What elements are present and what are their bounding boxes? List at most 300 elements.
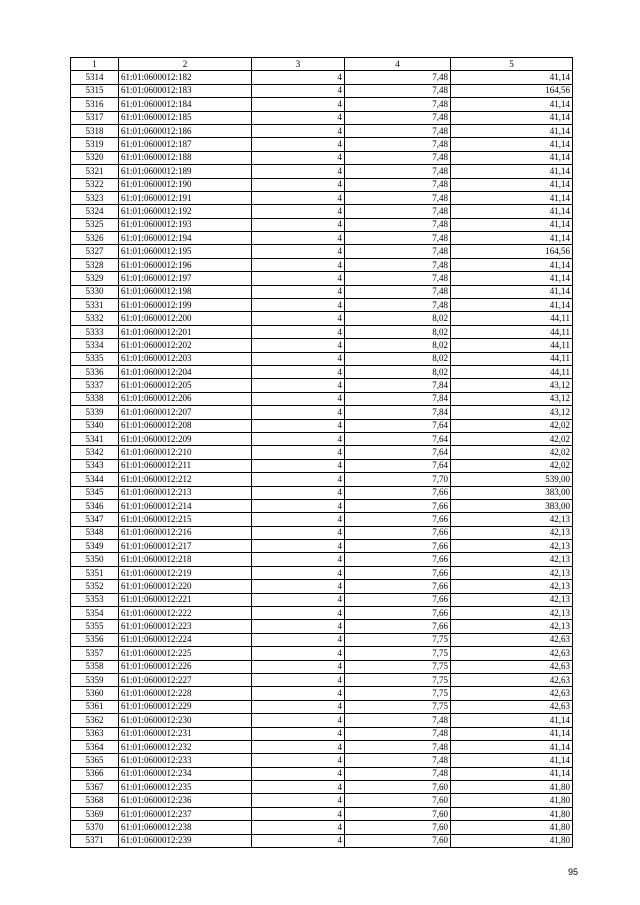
table-body [71,71,573,848]
table-cell-col-5: 43,12 [451,392,573,405]
table-row [71,714,573,727]
table-cell-col-3: 4 [252,821,345,834]
table-cell-col-1: 5367 [71,781,119,794]
table-cell-col-5: 43,12 [451,406,573,419]
table-row [71,312,573,325]
header-row [71,58,573,71]
table-cell-col-4: 7,66 [345,607,451,620]
table-row [71,446,573,459]
table-cell-col-5: 42,63 [451,660,573,673]
table-cell-col-2: 61:01:0600012:238 [119,821,252,834]
table-cell-col-1: 5322 [71,178,119,191]
table-cell-col-5: 43,12 [451,379,573,392]
table-cell-col-1: 5349 [71,540,119,553]
table-row [71,687,573,700]
table-cell-col-3: 4 [252,71,345,84]
table-cell-col-2: 61:01:0600012:196 [119,258,252,271]
table-cell-col-5: 41,14 [451,124,573,137]
table-cell-col-5: 42,13 [451,553,573,566]
table-cell-col-5: 41,14 [451,727,573,740]
table-cell-col-3: 4 [252,339,345,352]
table-cell-col-4: 8,02 [345,365,451,378]
table-cell-col-2: 61:01:0600012:194 [119,232,252,245]
table-cell-col-3: 4 [252,486,345,499]
table-cell-col-1: 5352 [71,580,119,593]
table-cell-col-4: 7,66 [345,580,451,593]
table-cell-col-3: 4 [252,499,345,512]
column-header-5: 5 [451,58,573,71]
table-cell-col-3: 4 [252,593,345,606]
table-cell-col-3: 4 [252,205,345,218]
table-row [71,767,573,780]
table-cell-col-4: 7,84 [345,379,451,392]
table-cell-col-4: 7,48 [345,245,451,258]
table-cell-col-4: 7,64 [345,459,451,472]
table-cell-col-2: 61:01:0600012:185 [119,111,252,124]
column-header-3: 3 [252,58,345,71]
table-cell-col-5: 42,63 [451,687,573,700]
table-cell-col-2: 61:01:0600012:187 [119,138,252,151]
table-cell-col-2: 61:01:0600012:230 [119,714,252,727]
table-cell-col-1: 5334 [71,339,119,352]
table-cell-col-3: 4 [252,178,345,191]
table-cell-col-1: 5346 [71,499,119,512]
table-row [71,406,573,419]
table-cell-col-4: 7,66 [345,593,451,606]
table-cell-col-4: 7,64 [345,419,451,432]
table-row [71,540,573,553]
table-cell-col-4: 7,48 [345,111,451,124]
table-cell-col-5: 41,14 [451,151,573,164]
table-cell-col-2: 61:01:0600012:195 [119,245,252,258]
table-cell-col-4: 7,48 [345,740,451,753]
table-cell-col-2: 61:01:0600012:188 [119,151,252,164]
table-row [71,821,573,834]
table-cell-col-5: 41,14 [451,111,573,124]
table-cell-col-2: 61:01:0600012:221 [119,593,252,606]
table-cell-col-5: 41,14 [451,258,573,271]
table-cell-col-5: 42,13 [451,566,573,579]
table-cell-col-4: 7,60 [345,821,451,834]
table-row [71,473,573,486]
table-cell-col-4: 7,66 [345,620,451,633]
table-cell-col-1: 5360 [71,687,119,700]
table-cell-col-2: 61:01:0600012:207 [119,406,252,419]
table-row [71,191,573,204]
table-cell-col-4: 7,48 [345,285,451,298]
table-cell-col-5: 41,80 [451,807,573,820]
table-cell-col-3: 4 [252,794,345,807]
table-cell-col-2: 61:01:0600012:210 [119,446,252,459]
table-cell-col-1: 5326 [71,232,119,245]
table-row [71,151,573,164]
table-cell-col-2: 61:01:0600012:219 [119,566,252,579]
table-cell-col-4: 7,48 [345,191,451,204]
table-cell-col-4: 7,48 [345,299,451,312]
table-cell-col-1: 5332 [71,312,119,325]
table-row [71,607,573,620]
table-cell-col-5: 42,13 [451,513,573,526]
table-cell-col-3: 4 [252,379,345,392]
table-cell-col-1: 5343 [71,459,119,472]
table-cell-col-3: 4 [252,767,345,780]
table-cell-col-5: 41,14 [451,232,573,245]
table-cell-col-1: 5371 [71,834,119,847]
table-cell-col-5: 42,13 [451,540,573,553]
table-cell-col-4: 7,66 [345,566,451,579]
table-cell-col-1: 5364 [71,740,119,753]
table-cell-col-4: 7,60 [345,807,451,820]
table-cell-col-5: 42,02 [451,459,573,472]
table-cell-col-4: 7,48 [345,84,451,97]
table-cell-col-3: 4 [252,714,345,727]
table-cell-col-5: 41,14 [451,218,573,231]
table-cell-col-2: 61:01:0600012:224 [119,633,252,646]
table-cell-col-4: 7,75 [345,673,451,686]
table-cell-col-4: 7,66 [345,486,451,499]
table-cell-col-4: 7,48 [345,138,451,151]
table-cell-col-1: 5336 [71,365,119,378]
table-row [71,513,573,526]
table-cell-col-1: 5328 [71,258,119,271]
table-cell-col-2: 61:01:0600012:203 [119,352,252,365]
table-row [71,673,573,686]
table-row [71,633,573,646]
table-cell-col-5: 383,00 [451,499,573,512]
table-cell-col-2: 61:01:0600012:211 [119,459,252,472]
table-cell-col-2: 61:01:0600012:218 [119,553,252,566]
table-cell-col-2: 61:01:0600012:198 [119,285,252,298]
table-row [71,71,573,84]
table-row [71,245,573,258]
table-cell-col-5: 42,63 [451,633,573,646]
table-cell-col-3: 4 [252,633,345,646]
table-cell-col-5: 41,80 [451,821,573,834]
table-cell-col-3: 4 [252,218,345,231]
table-cell-col-1: 5354 [71,607,119,620]
table-cell-col-2: 61:01:0600012:182 [119,71,252,84]
table-cell-col-4: 7,60 [345,794,451,807]
table-cell-col-2: 61:01:0600012:223 [119,620,252,633]
table-cell-col-5: 41,14 [451,272,573,285]
table-cell-col-5: 41,14 [451,98,573,111]
table-cell-col-1: 5338 [71,392,119,405]
table-cell-col-2: 61:01:0600012:227 [119,673,252,686]
table-cell-col-4: 8,02 [345,352,451,365]
table-row [71,285,573,298]
table-row [71,754,573,767]
table-cell-col-5: 42,02 [451,446,573,459]
table-cell-col-2: 61:01:0600012:209 [119,432,252,445]
table-cell-col-4: 7,64 [345,432,451,445]
table-cell-col-5: 42,13 [451,526,573,539]
table-cell-col-4: 7,60 [345,781,451,794]
table-cell-col-5: 44,11 [451,325,573,338]
table-cell-col-1: 5358 [71,660,119,673]
table-cell-col-1: 5323 [71,191,119,204]
table-cell-col-5: 164,56 [451,84,573,97]
table-cell-col-3: 4 [252,111,345,124]
table-cell-col-4: 7,84 [345,406,451,419]
table-cell-col-5: 164,56 [451,245,573,258]
table-cell-col-5: 42,13 [451,580,573,593]
table-cell-col-3: 4 [252,432,345,445]
table-cell-col-3: 4 [252,258,345,271]
table-cell-col-5: 42,13 [451,607,573,620]
table-row [71,218,573,231]
table-cell-col-2: 61:01:0600012:200 [119,312,252,325]
table-cell-col-3: 4 [252,165,345,178]
table-cell-col-5: 42,02 [451,432,573,445]
table-cell-col-5: 42,63 [451,647,573,660]
table-cell-col-5: 41,14 [451,754,573,767]
table-cell-col-3: 4 [252,392,345,405]
table-cell-col-4: 8,02 [345,312,451,325]
table-row [71,553,573,566]
table-cell-col-2: 61:01:0600012:239 [119,834,252,847]
table-cell-col-4: 8,02 [345,339,451,352]
table-cell-col-3: 4 [252,272,345,285]
table-row [71,419,573,432]
table-row [71,834,573,847]
table-cell-col-3: 4 [252,540,345,553]
table-cell-col-5: 383,00 [451,486,573,499]
table-cell-col-3: 4 [252,365,345,378]
table-cell-col-1: 5348 [71,526,119,539]
table-cell-col-4: 7,70 [345,473,451,486]
table-cell-col-2: 61:01:0600012:234 [119,767,252,780]
table-row [71,124,573,137]
table-cell-col-3: 4 [252,727,345,740]
table-cell-col-1: 5351 [71,566,119,579]
table-cell-col-2: 61:01:0600012:215 [119,513,252,526]
table-cell-col-5: 41,14 [451,285,573,298]
table-cell-col-4: 7,64 [345,446,451,459]
table-cell-col-4: 7,48 [345,178,451,191]
table-row [71,178,573,191]
table-cell-col-4: 7,48 [345,754,451,767]
table-cell-col-4: 7,66 [345,540,451,553]
table-cell-col-1: 5345 [71,486,119,499]
table-cell-col-3: 4 [252,312,345,325]
table-cell-col-2: 61:01:0600012:201 [119,325,252,338]
table-row [71,727,573,740]
table-cell-col-1: 5325 [71,218,119,231]
table-cell-col-5: 41,14 [451,71,573,84]
table-cell-col-4: 7,48 [345,218,451,231]
table-cell-col-5: 41,14 [451,740,573,753]
table-cell-col-2: 61:01:0600012:228 [119,687,252,700]
table-cell-col-3: 4 [252,151,345,164]
table-cell-col-4: 7,66 [345,553,451,566]
table-row [71,526,573,539]
table-cell-col-3: 4 [252,299,345,312]
table-row [71,499,573,512]
table-row [71,566,573,579]
table-cell-col-3: 4 [252,406,345,419]
table-cell-col-4: 7,48 [345,205,451,218]
table-cell-col-3: 4 [252,834,345,847]
table-cell-col-3: 4 [252,660,345,673]
table-cell-col-2: 61:01:0600012:222 [119,607,252,620]
table-cell-col-3: 4 [252,191,345,204]
table-cell-col-3: 4 [252,232,345,245]
table-cell-col-4: 7,75 [345,687,451,700]
table-cell-col-5: 42,02 [451,419,573,432]
table-cell-col-4: 7,48 [345,767,451,780]
table-cell-col-2: 61:01:0600012:202 [119,339,252,352]
table-cell-col-2: 61:01:0600012:216 [119,526,252,539]
table-cell-col-5: 41,14 [451,191,573,204]
table-row [71,138,573,151]
table-cell-col-1: 5363 [71,727,119,740]
table-cell-col-1: 5368 [71,794,119,807]
table-cell-col-1: 5361 [71,700,119,713]
table-row [71,339,573,352]
table-cell-col-4: 7,75 [345,660,451,673]
table-cell-col-2: 61:01:0600012:204 [119,365,252,378]
table-row [71,807,573,820]
table-cell-col-2: 61:01:0600012:208 [119,419,252,432]
table-cell-col-2: 61:01:0600012:189 [119,165,252,178]
table-cell-col-4: 7,60 [345,834,451,847]
table-cell-col-5: 41,14 [451,138,573,151]
page-number: 95 [568,867,579,877]
table-cell-col-5: 41,80 [451,781,573,794]
table-cell-col-1: 5331 [71,299,119,312]
table-cell-col-1: 5327 [71,245,119,258]
table-cell-col-5: 41,80 [451,794,573,807]
table-cell-col-5: 41,14 [451,178,573,191]
table-cell-col-1: 5347 [71,513,119,526]
table-cell-col-4: 7,66 [345,513,451,526]
table-row [71,258,573,271]
table-cell-col-4: 7,75 [345,647,451,660]
table-cell-col-1: 5335 [71,352,119,365]
table-cell-col-1: 5341 [71,432,119,445]
table-row [71,486,573,499]
table-cell-col-1: 5339 [71,406,119,419]
table-cell-col-4: 7,48 [345,258,451,271]
table-cell-col-2: 61:01:0600012:197 [119,272,252,285]
table-cell-col-5: 41,14 [451,714,573,727]
table-cell-col-2: 61:01:0600012:191 [119,191,252,204]
table-cell-col-3: 4 [252,473,345,486]
table-row [71,379,573,392]
table-cell-col-1: 5365 [71,754,119,767]
table-cell-col-2: 61:01:0600012:233 [119,754,252,767]
table-row [71,299,573,312]
column-header-2: 2 [119,58,252,71]
table-cell-col-1: 5370 [71,821,119,834]
table-row [71,232,573,245]
table-row [71,84,573,97]
table-cell-col-1: 5317 [71,111,119,124]
table-cell-col-3: 4 [252,352,345,365]
table-cell-col-2: 61:01:0600012:217 [119,540,252,553]
table-cell-col-1: 5320 [71,151,119,164]
table-cell-col-4: 7,48 [345,165,451,178]
table-cell-col-4: 7,66 [345,526,451,539]
table-cell-col-3: 4 [252,526,345,539]
table-cell-col-3: 4 [252,285,345,298]
table-cell-col-3: 4 [252,754,345,767]
table-row [71,352,573,365]
table-cell-col-3: 4 [252,781,345,794]
table-cell-col-2: 61:01:0600012:225 [119,647,252,660]
table-cell-col-1: 5337 [71,379,119,392]
table-cell-col-5: 539,00 [451,473,573,486]
table-cell-col-4: 7,48 [345,727,451,740]
table-cell-col-3: 4 [252,553,345,566]
table-cell-col-2: 61:01:0600012:214 [119,499,252,512]
table-row [71,794,573,807]
table-cell-col-1: 5350 [71,553,119,566]
table-cell-col-5: 41,14 [451,767,573,780]
table-cell-col-1: 5362 [71,714,119,727]
table-cell-col-2: 61:01:0600012:193 [119,218,252,231]
table-cell-col-1: 5333 [71,325,119,338]
table-row [71,593,573,606]
table-cell-col-3: 4 [252,84,345,97]
table-row [71,325,573,338]
table-cell-col-3: 4 [252,673,345,686]
table-cell-col-1: 5315 [71,84,119,97]
table-cell-col-4: 8,02 [345,325,451,338]
table-cell-col-1: 5329 [71,272,119,285]
table-cell-col-2: 61:01:0600012:232 [119,740,252,753]
table-row [71,459,573,472]
table-cell-col-4: 7,66 [345,499,451,512]
table-cell-col-4: 7,84 [345,392,451,405]
table-cell-col-3: 4 [252,700,345,713]
table-cell-col-1: 5319 [71,138,119,151]
table-cell-col-5: 44,11 [451,312,573,325]
table-cell-col-4: 7,48 [345,124,451,137]
table-cell-col-2: 61:01:0600012:206 [119,392,252,405]
table-cell-col-1: 5353 [71,593,119,606]
table-cell-col-1: 5321 [71,165,119,178]
table-cell-col-2: 61:01:0600012:226 [119,660,252,673]
table-cell-col-1: 5318 [71,124,119,137]
table-cell-col-2: 61:01:0600012:190 [119,178,252,191]
table-cell-col-4: 7,48 [345,151,451,164]
table-cell-col-1: 5369 [71,807,119,820]
table-cell-col-4: 7,48 [345,272,451,285]
table-cell-col-1: 5356 [71,633,119,646]
table-cell-col-4: 7,48 [345,232,451,245]
table-row [71,700,573,713]
table-cell-col-2: 61:01:0600012:183 [119,84,252,97]
table-row [71,272,573,285]
table-cell-col-3: 4 [252,98,345,111]
table-cell-col-2: 61:01:0600012:184 [119,98,252,111]
table-cell-col-5: 41,14 [451,165,573,178]
table-row [71,392,573,405]
table-cell-col-3: 4 [252,580,345,593]
table-cell-col-1: 5355 [71,620,119,633]
table-cell-col-4: 7,48 [345,98,451,111]
table-cell-col-4: 7,75 [345,700,451,713]
table-row [71,740,573,753]
table-cell-col-5: 42,13 [451,620,573,633]
table-cell-col-2: 61:01:0600012:192 [119,205,252,218]
table-cell-col-2: 61:01:0600012:205 [119,379,252,392]
table-cell-col-1: 5324 [71,205,119,218]
table-cell-col-2: 61:01:0600012:237 [119,807,252,820]
table-cell-col-3: 4 [252,459,345,472]
table-cell-col-1: 5359 [71,673,119,686]
